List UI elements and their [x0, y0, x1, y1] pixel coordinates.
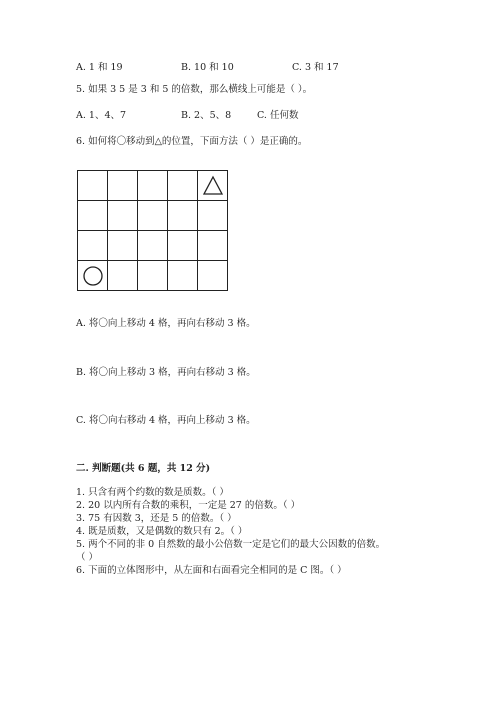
section-title: 二. 判断题(共 6 题，共 12 分): [76, 463, 211, 474]
grid-cell: [108, 231, 138, 261]
q6-stem: 6. 如何将〇移动到△的位置，下面方法（ ）是正确的。: [76, 136, 308, 147]
triangle-icon: [198, 171, 228, 201]
grid-cell: [108, 261, 138, 291]
grid-cell: [108, 171, 138, 201]
q5-option-c: C. 任何数: [257, 110, 299, 121]
q5-stem: 5. 如果 3 5 是 3 和 5 的倍数，那么横线上可能是（ ）。: [76, 84, 313, 95]
grid-cell: [198, 231, 228, 261]
grid-cell-triangle: [198, 171, 228, 201]
q4-option-c: C. 3 和 17: [292, 62, 339, 73]
judge-item-6: 6. 下面的立体图形中，从左面和右面看完全相同的是 C 图。（ ）: [76, 565, 347, 576]
grid-cell: [168, 171, 198, 201]
q6-option-a: A. 将〇向上移动 4 格，再向右移动 3 格。: [76, 318, 256, 329]
grid-cell: [138, 201, 168, 231]
judge-item-5-blank: （ ）: [76, 552, 99, 563]
grid-cell: [198, 201, 228, 231]
q5-option-a: A. 1、4、7: [76, 110, 127, 121]
q4-option-b: B. 10 和 10: [181, 62, 234, 73]
judge-item-5: 5. 两个不同的非 0 自然数的最小公倍数一定是它们的最大公因数的倍数。: [76, 539, 386, 550]
grid-cell: [108, 201, 138, 231]
grid-cell: [168, 201, 198, 231]
judge-item-2: 2. 20 以内所有合数的乘积，一定是 27 的倍数。（ ）: [76, 500, 301, 511]
q6-option-b: B. 将〇向上移动 3 格，再向右移动 3 格。: [76, 367, 256, 378]
grid-cell: [78, 171, 108, 201]
grid-cell: [168, 261, 198, 291]
grid-cell: [198, 261, 228, 291]
grid-cell-circle: [78, 261, 108, 291]
q6-option-c: C. 将〇向右移动 4 格，再向上移动 3 格。: [76, 415, 256, 426]
grid-cell: [138, 231, 168, 261]
grid-cell: [168, 231, 198, 261]
grid-cell: [78, 201, 108, 231]
q4-option-a: A. 1 和 19: [76, 62, 123, 73]
grid-cell: [138, 261, 168, 291]
grid-cell: [138, 171, 168, 201]
judge-item-4: 4. 既是质数，又是偶数的数只有 2。（ ）: [76, 526, 248, 537]
judge-item-3: 3. 75 有因数 3，还是 5 的倍数。（ ）: [76, 513, 237, 524]
judge-item-1: 1. 只含有两个约数的数是质数。（ ）: [76, 487, 229, 498]
q5-option-b: B. 2、5、8: [181, 110, 232, 121]
circle-icon: [78, 261, 108, 291]
grid-cell: [78, 231, 108, 261]
q6-grid: [77, 170, 228, 291]
